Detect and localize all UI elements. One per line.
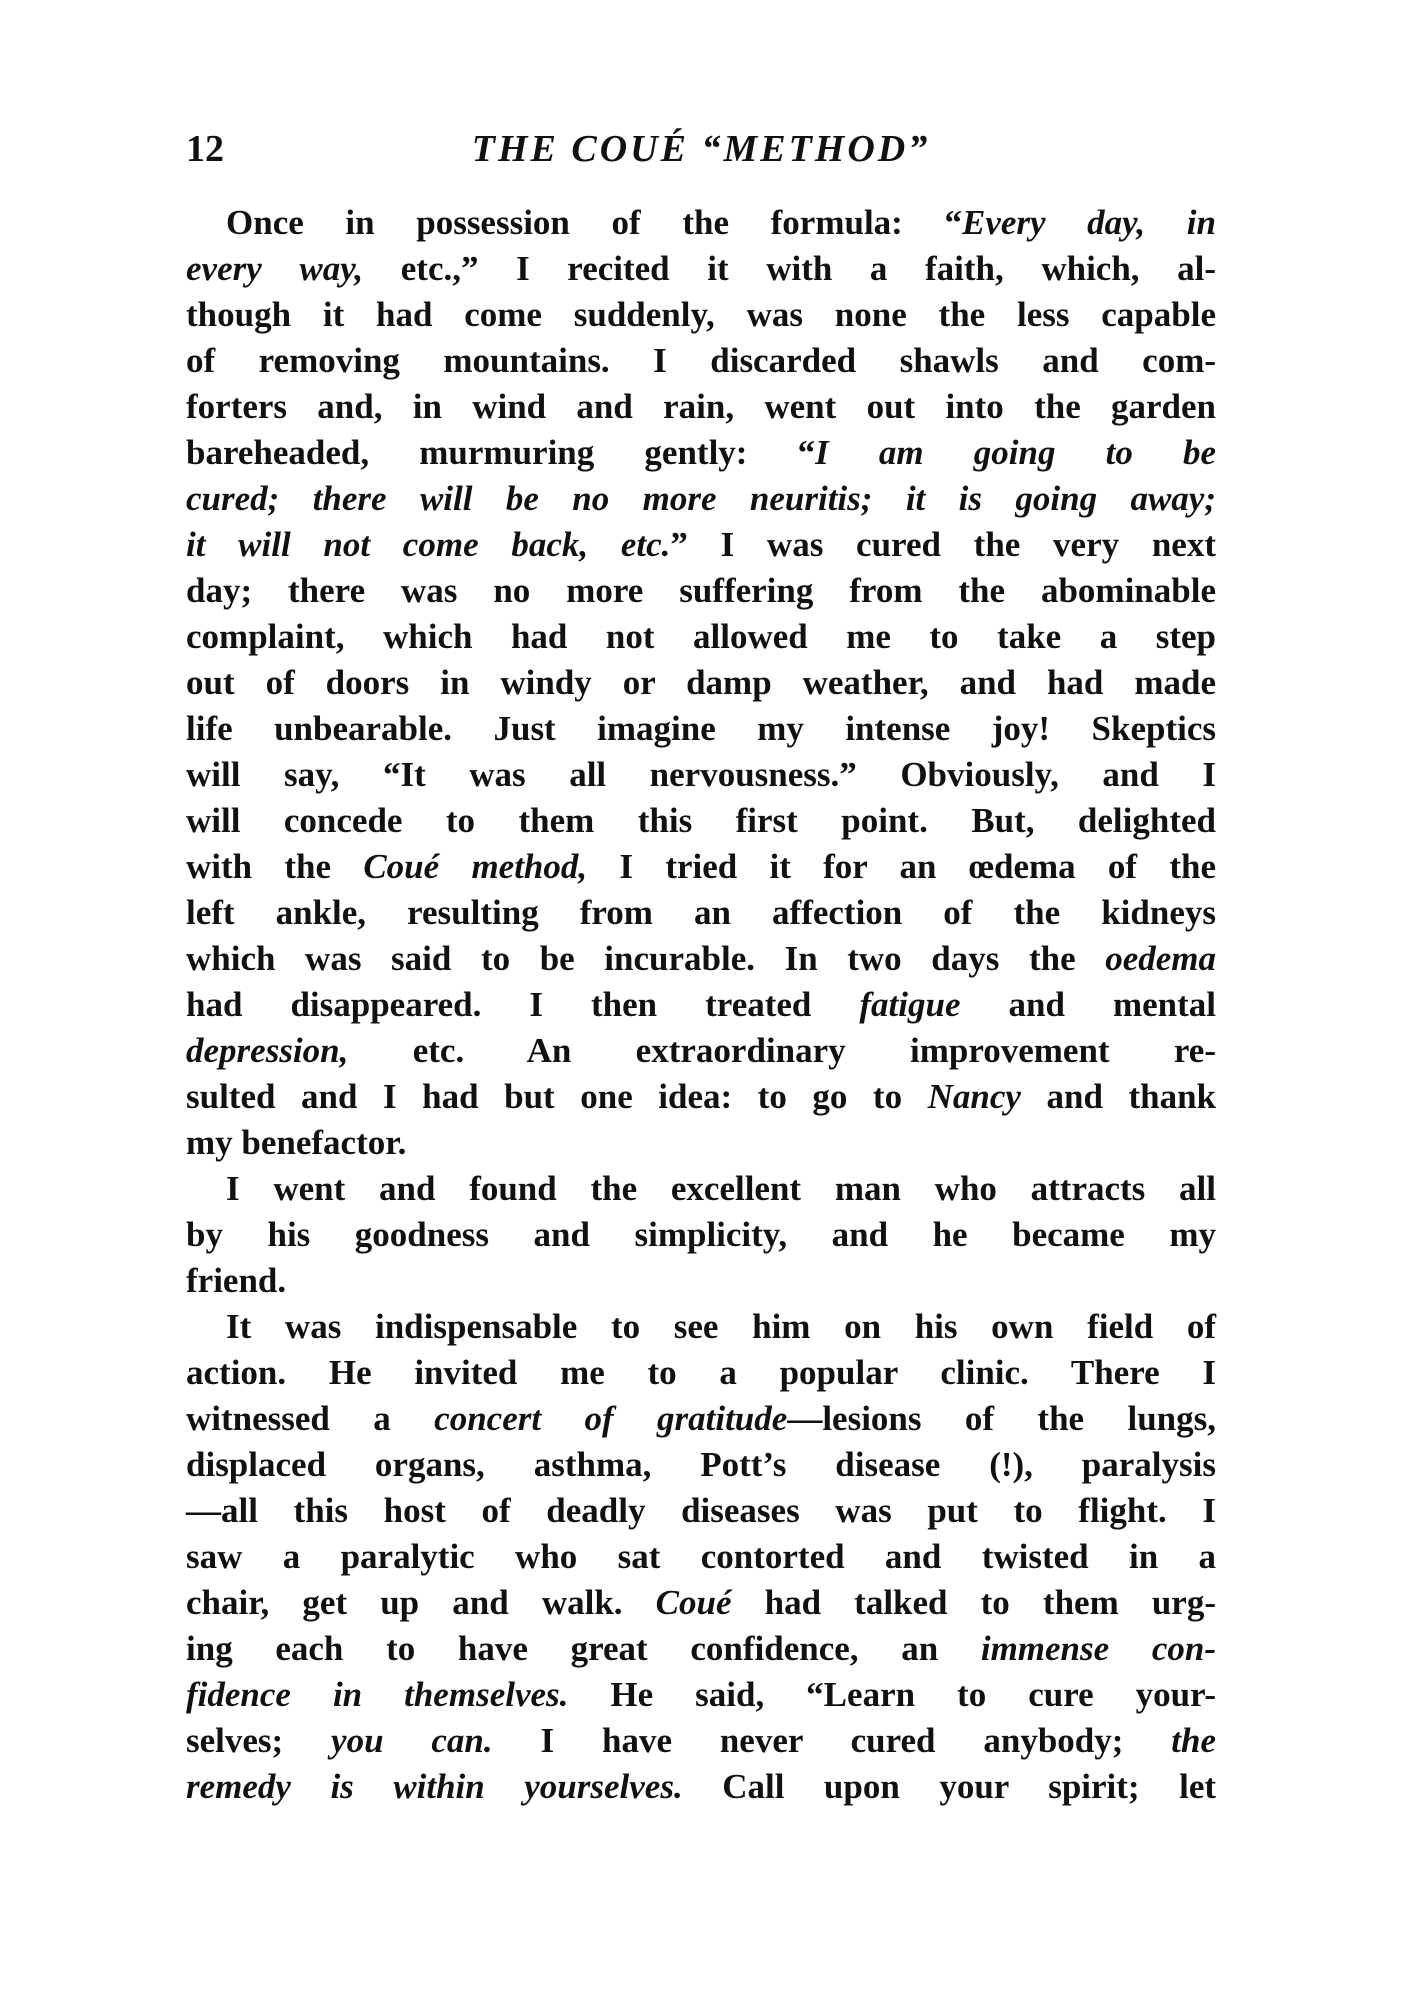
text-line: [186, 1028, 1216, 1074]
text-span: will concede to them this first point. But, delighted: [186, 801, 1216, 840]
text-span: with the: [186, 847, 364, 886]
text-line: [186, 890, 1216, 936]
text-line: [186, 936, 1216, 982]
italic-text: the: [1171, 1721, 1216, 1760]
text-span: life unbearable. Just imagine my intense joy! Skeptics: [186, 709, 1216, 748]
italic-text: remedy is within yourselves.: [186, 1767, 683, 1806]
text-span: action. He invited me to a popular clinic. There I: [186, 1353, 1216, 1392]
italic-text: cured; there will be no more neuritis; it is going away;: [186, 479, 1216, 518]
italic-text: it will not come back, etc.: [186, 525, 671, 564]
italic-text: you can.: [331, 1721, 493, 1760]
text-span: Once in possession of the formula: “: [226, 203, 962, 242]
text-line: [186, 1120, 1216, 1166]
text-line: [186, 706, 1216, 752]
text-line: [186, 844, 1216, 890]
text-line: [186, 1672, 1216, 1718]
text-span: It was indispensable to see him on his own field of: [226, 1307, 1216, 1346]
text-span: I tried it for an œdema of the: [587, 847, 1217, 886]
italic-text: Nancy: [927, 1077, 1021, 1116]
text-span: forters and, in wind and rain, went out into the garden: [186, 387, 1216, 426]
paragraph: [186, 1304, 1216, 1810]
text-span: sulted and I had but one idea: to go to: [186, 1077, 928, 1116]
text-span: by his goodness and simplicity, and he became my: [186, 1215, 1216, 1254]
text-span: though it had come suddenly, was none the less capable: [186, 295, 1216, 334]
text-line: [186, 1350, 1216, 1396]
text-span: and thank: [1020, 1077, 1216, 1116]
text-line: [186, 1212, 1216, 1258]
text-span: —all this host of deadly diseases was put to flight. I: [186, 1491, 1216, 1530]
italic-text: Coué: [655, 1583, 732, 1622]
text-span: ” I was cured the very next: [670, 525, 1216, 564]
text-line: [186, 982, 1216, 1028]
text-line: [186, 752, 1216, 798]
text-span: friend.: [186, 1261, 287, 1300]
text-line: [186, 614, 1216, 660]
text-line: [186, 200, 1216, 246]
text-span: selves;: [186, 1721, 332, 1760]
text-span: day; there was no more suffering from the abominable: [186, 571, 1216, 610]
body-text: [186, 200, 1216, 1810]
text-span: which was said to be incurable. In two days the: [186, 939, 1106, 978]
running-head: [186, 124, 1216, 174]
text-line: [186, 1074, 1216, 1120]
paragraph: [186, 1166, 1216, 1304]
text-line: [186, 476, 1216, 522]
italic-text: immense con-: [980, 1629, 1217, 1668]
text-span: He said, “Learn to cure your-: [568, 1675, 1216, 1714]
text-span: displaced organs, asthma, Pott’s disease (!), paralysis: [186, 1445, 1216, 1484]
italic-text: I am going to be: [815, 433, 1217, 472]
text-span: ing each to have great confidence, an: [186, 1629, 981, 1668]
text-span: etc. An extraordinary improvement re-: [348, 1031, 1216, 1070]
text-line: [186, 660, 1216, 706]
text-line: [186, 1626, 1216, 1672]
text-line: [186, 1580, 1216, 1626]
text-span: —lesions of the lungs,: [787, 1399, 1216, 1438]
text-line: [186, 1764, 1216, 1810]
text-line: [186, 430, 1216, 476]
running-title: THE COUÉ “METHOD”: [471, 128, 931, 170]
text-line: [186, 798, 1216, 844]
text-line: [186, 292, 1216, 338]
text-span: I have never cured anybody;: [492, 1721, 1172, 1760]
text-span: left ankle, resulting from an affection of the kidneys: [186, 893, 1216, 932]
italic-text: Coué method,: [363, 847, 588, 886]
text-span: and mental: [960, 985, 1216, 1024]
text-line: [186, 1396, 1216, 1442]
text-span: had disappeared. I then treated: [186, 985, 860, 1024]
text-span: will say, “It was all nervousness.” Obviously, and I: [186, 755, 1216, 794]
italic-text: fidence in themselves.: [186, 1675, 569, 1714]
italic-text: fatigue: [859, 985, 961, 1024]
text-line: [186, 1442, 1216, 1488]
italic-text: Every day, in: [961, 203, 1216, 242]
text-span: complaint, which had not allowed me to take a step: [186, 617, 1216, 656]
text-span: bareheaded, murmuring gently: “: [186, 433, 816, 472]
text-span: had talked to them urg-: [731, 1583, 1216, 1622]
text-line: [186, 1534, 1216, 1580]
text-line: [186, 1258, 1216, 1304]
text-line: [186, 1304, 1216, 1350]
text-span: of removing mountains. I discarded shawls and com-: [186, 341, 1216, 380]
text-line: [186, 522, 1216, 568]
page-number: 12: [186, 128, 224, 170]
text-line: [186, 1718, 1216, 1764]
text-line: [186, 338, 1216, 384]
text-span: out of doors in windy or damp weather, and had made: [186, 663, 1216, 702]
text-line: [186, 1166, 1216, 1212]
text-line: [186, 1488, 1216, 1534]
text-span: chair, get up and walk.: [186, 1583, 656, 1622]
italic-text: every way,: [186, 249, 364, 288]
text-span: etc.,” I recited it with a faith, which, al-: [363, 249, 1217, 288]
italic-text: depression,: [186, 1031, 349, 1070]
text-line: [186, 568, 1216, 614]
italic-text: concert of gratitude: [434, 1399, 788, 1438]
text-line: [186, 384, 1216, 430]
text-line: [186, 246, 1216, 292]
paragraph: [186, 200, 1216, 1166]
italic-text: oedema: [1105, 939, 1216, 978]
text-span: my benefactor.: [186, 1123, 407, 1162]
text-span: I went and found the excellent man who attracts all: [226, 1169, 1216, 1208]
text-span: saw a paralytic who sat contorted and twisted in a: [186, 1537, 1216, 1576]
text-span: witnessed a: [186, 1399, 435, 1438]
text-span: Call upon your spirit; let: [682, 1767, 1217, 1806]
